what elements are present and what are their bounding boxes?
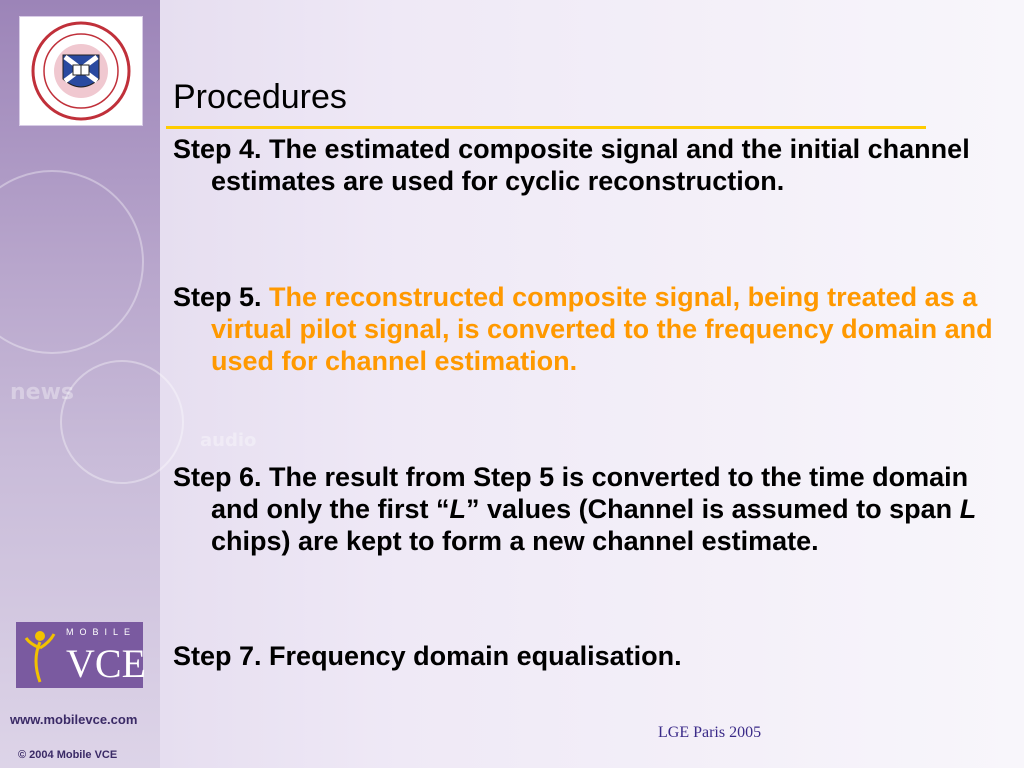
step-4	[173, 133, 1011, 197]
step-label: Step 7.	[173, 641, 262, 671]
step-5	[173, 281, 1011, 377]
decorative-circle	[0, 170, 144, 354]
step-label: Step 6.	[173, 462, 262, 492]
mobile-vce-logo	[16, 622, 146, 688]
step-6	[173, 461, 1011, 557]
step-label: Step 5.	[173, 282, 262, 312]
website-link[interactable]: www.mobilevce.com	[10, 712, 138, 727]
step-7	[173, 640, 1011, 672]
copyright-text: © 2004 Mobile VCE	[18, 749, 118, 761]
variable-l: L	[959, 494, 977, 524]
step-text: The result from Step 5 is converted to the time domain and only the first “	[211, 462, 969, 524]
decorative-circle	[60, 360, 184, 484]
step-highlight-text: The reconstructed composite signal, being treated as a virtual pilot signal, is converted to the frequency domain and used for channel estimation.	[211, 282, 993, 376]
brand-small-text: MOBILE	[66, 627, 137, 637]
decorative-audio-word: audio	[200, 430, 257, 451]
step-text: The estimated composite signal and the initial channel estimates are used for cyclic reconstruction.	[211, 134, 970, 196]
brand-large-text: VCE	[66, 641, 146, 686]
title-underline	[166, 126, 926, 129]
decorative-news-word: news	[10, 380, 75, 405]
step-text: ” values (Channel is assumed to span	[466, 494, 960, 524]
variable-l: L	[449, 494, 467, 524]
university-logo	[19, 16, 143, 126]
step-text: Frequency domain equalisation.	[269, 641, 682, 671]
figure-logo-icon	[20, 622, 60, 688]
university-seal-icon	[20, 17, 142, 125]
step-text: chips) are kept to form a new channel estimate.	[211, 526, 819, 556]
slide-title: Procedures	[173, 78, 347, 116]
footer-event-label: LGE Paris 2005	[658, 724, 762, 741]
step-label: Step 4.	[173, 134, 262, 164]
